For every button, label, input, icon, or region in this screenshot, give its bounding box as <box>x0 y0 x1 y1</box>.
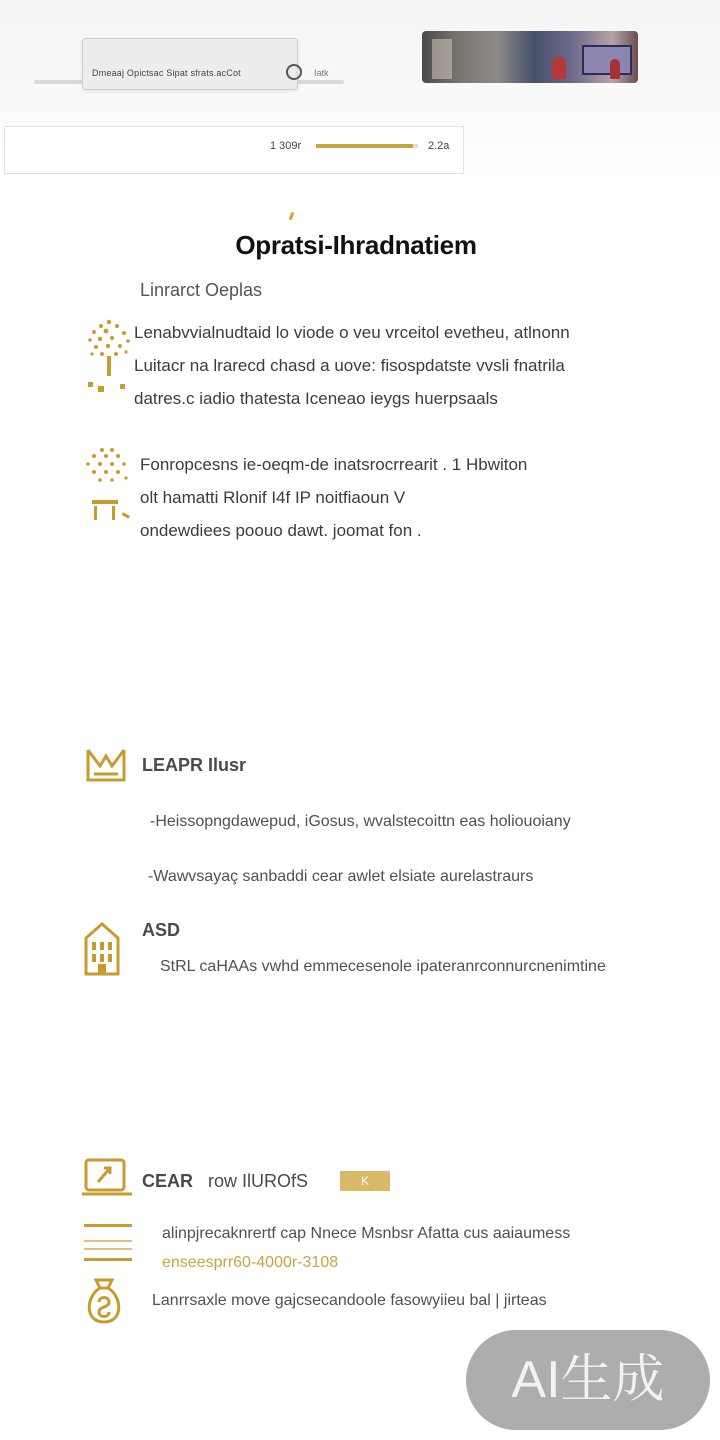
photo-person <box>552 57 566 79</box>
page-title: Opratsi-Ihradnatiem <box>235 230 477 260</box>
search-suffix: Iatk <box>314 68 329 78</box>
progress-panel <box>4 126 464 174</box>
ai-generated-watermark: AI生成 <box>466 1330 710 1430</box>
section-heading: LEAPR Ilusr <box>142 755 247 775</box>
intro-paragraph <box>134 316 570 415</box>
paragraph-line: Fonropcesns ie-oeqm-de inatsrocrrearit . 1 Hbwiton <box>140 455 528 474</box>
section-heading-suffix: row IlUROfS <box>208 1171 309 1191</box>
section-text: Lanrrsaxle move gajcsecandoole fasowyiieu bal | jirteas <box>152 1292 547 1309</box>
paragraph-line: Lenabvvialnudtaid lo viode o veu vrceitol evetheu, atlnonn <box>134 323 570 342</box>
paragraph-line: Luitacr na lrarecd chasd a uove: fisospdatste vvsli fnatrila <box>134 356 565 375</box>
photo-person <box>610 59 620 79</box>
list-item: -Wawvsayaç sanbaddi cear awlet elsiate aurelastraurs <box>148 868 534 885</box>
crown-frame-icon <box>84 744 128 784</box>
progress-label: 1 309r <box>270 140 302 152</box>
search-icon[interactable] <box>286 64 302 80</box>
photo-shape <box>432 39 452 79</box>
search-bar[interactable] <box>82 38 298 90</box>
dotted-plant-icon <box>82 444 136 528</box>
certificate-icon <box>80 1156 134 1198</box>
decorative-mark <box>289 212 295 221</box>
photo-screen <box>582 45 632 75</box>
section-text: StRL caHAAs vwhd emmecesenole ipateranrconnurcnenimtine <box>160 958 606 975</box>
money-bag-icon <box>82 1276 126 1326</box>
section-heading: ASD <box>142 920 181 940</box>
paragraph-line: ondewdiees poouo dawt. joomat fon . <box>140 521 422 540</box>
page-subtitle: Linrarct Oeplas <box>140 280 263 300</box>
search-input[interactable]: Dmeaaj Opictsac Sipat sfrats.acCot <box>92 68 241 78</box>
tree-icon <box>82 314 136 402</box>
section-badge[interactable]: K <box>340 1171 390 1191</box>
section-subtext: enseesprr60-4000r-3108 <box>162 1254 339 1271</box>
section-text: alinpjrecaknrertf cap Nnece Msnbsr Afatta cus aaiaumess <box>162 1225 571 1242</box>
paragraph-line: olt hamatti Rlonif I4f IP noitfiaoun V <box>140 488 406 507</box>
section-heading: CEAR <box>142 1171 194 1191</box>
paragraph-line: datres.c iadio thatesta Iceneao ieygs huerpsaals <box>134 389 498 408</box>
progress-value: 2.2a <box>428 140 450 152</box>
building-icon <box>82 920 122 976</box>
detail-paragraph <box>140 448 527 547</box>
list-item: -Heissopngdawepud, iGosus, wvalstecoittn eas holiouoiany <box>150 813 571 830</box>
document-lines-icon <box>82 1222 134 1264</box>
progress-fill <box>316 144 413 148</box>
header-photo[interactable] <box>422 31 638 83</box>
